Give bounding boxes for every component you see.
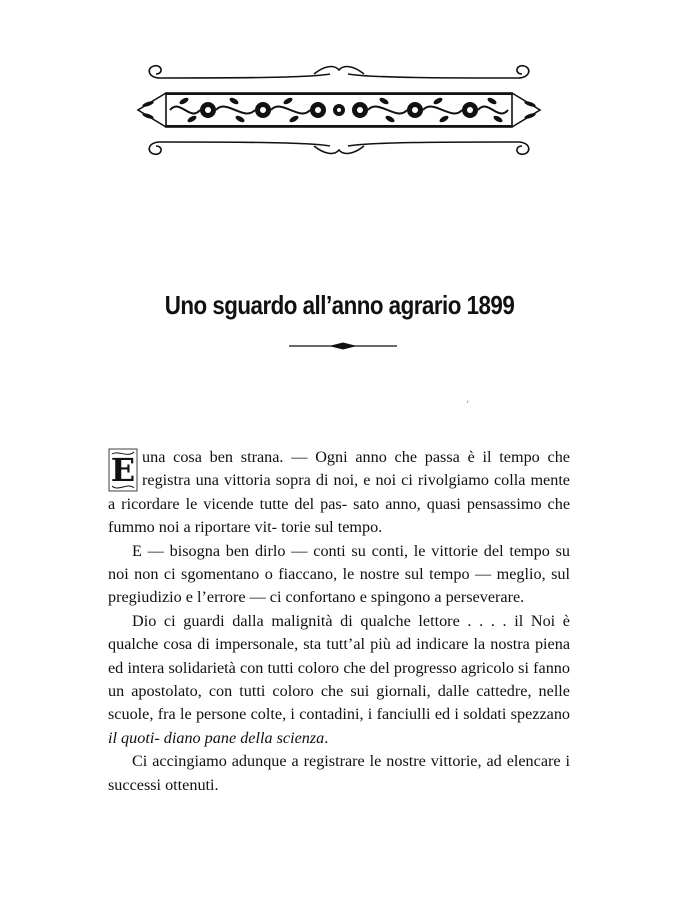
- decorated-drop-cap: [108, 448, 138, 492]
- punctuation: .: [324, 728, 329, 747]
- paragraph-2: [108, 540, 570, 610]
- text-line: torie sul tempo.: [281, 518, 383, 537]
- text-line: rivolgiamo colla mente a ricordare le vicende tutte del pas-: [108, 471, 570, 513]
- text-line: Dio ci guardi dalla malignità di qualche lettore . . . . il: [132, 611, 524, 630]
- italic-text: il quoti-: [108, 728, 160, 747]
- text-line: Noi è qualche cosa di impersonale, sta tutt’al più ad indicare: [108, 611, 570, 654]
- floral-ornament-headpiece: [108, 60, 570, 160]
- stray-ink-mark: ’: [466, 400, 470, 411]
- text-line: e spingono a perseverare.: [359, 588, 525, 607]
- text-line: una cosa ben strana. — Ogni anno che passa è il: [142, 448, 492, 466]
- svg-text:E: E: [110, 451, 136, 489]
- text-line: E — bisogna ben dirlo — conti su conti, le vittorie del: [132, 541, 504, 560]
- text-line: progresso agricolo si fanno un apostolato, con tutti coloro: [108, 658, 570, 701]
- text-line: che sui giornali, dalle cattedre, nelle scuole, fra le persone: [108, 682, 570, 724]
- title-divider-rule: [289, 340, 397, 352]
- text-line: la nostra piena ed intera solidarietà con tutti coloro che del: [108, 635, 571, 677]
- paragraph-4: [108, 750, 570, 797]
- text-line: Ci accingiamo adunque a registrare le nostre vittorie, ad: [132, 752, 502, 771]
- text-line: elencare i successi ottenuti.: [108, 752, 571, 794]
- paragraph-1: [108, 446, 570, 540]
- chapter-title: Uno sguardo all’anno agrario 1899: [164, 290, 515, 320]
- text-line: tempo che registra una vittoria sopra di noi, e noi ci: [142, 448, 570, 490]
- italic-text: diano pane della scienza: [163, 728, 325, 747]
- text-line: sato anno, quasi pensassimo che fummo noi a riportare vit-: [108, 494, 570, 537]
- text-line: tempo su noi non ci sgomentano o fiaccano, le nostre sul: [108, 541, 571, 584]
- text-line: tempo — meglio, sul pregiudizio e l’errore — ci confortano: [108, 565, 571, 607]
- text-line: colte, i contadini, i fanciulli ed i soldati spezzano: [250, 705, 571, 724]
- article-body: [108, 446, 570, 797]
- paragraph-3: [108, 610, 570, 750]
